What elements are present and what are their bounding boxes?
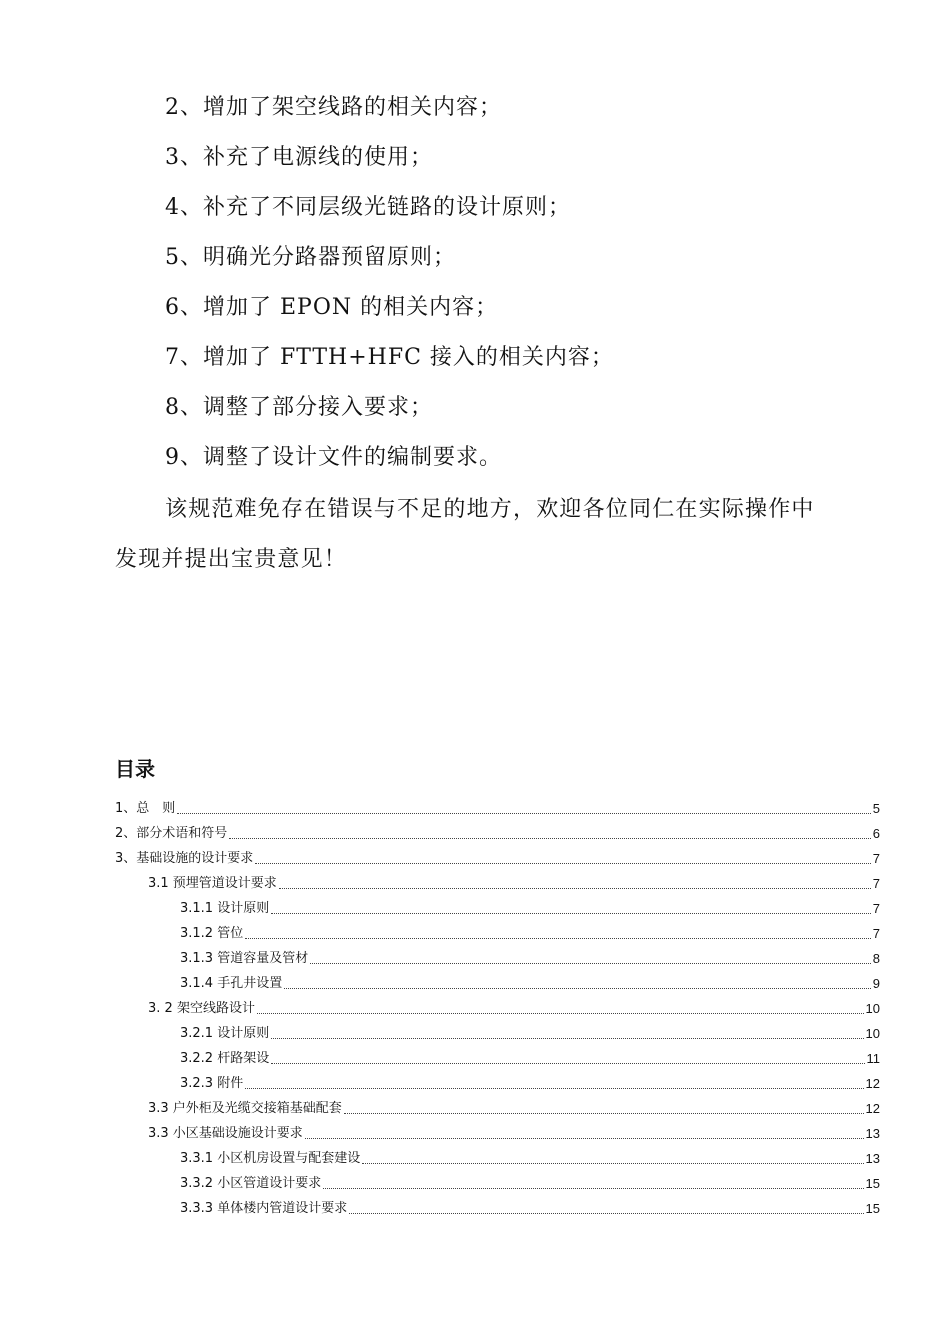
change-item-9: 9、调整了设计文件的编制要求。 xyxy=(165,445,502,470)
toc-entry-page: 6 xyxy=(872,826,880,841)
change-item-3: 3、补充了电源线的使用； xyxy=(165,145,433,170)
toc-entry[interactable] xyxy=(115,800,880,818)
toc-entry-label: 3.2.3 附件 xyxy=(180,1076,244,1091)
toc-entry-label: 3.3.2 小区管道设计要求 xyxy=(180,1176,322,1191)
toc-entry-label: 3、基础设施的设计要求 xyxy=(115,851,254,866)
change-item-7: 7、增加了 FTTH+HFC 接入的相关内容； xyxy=(165,345,614,370)
toc-leader-dots xyxy=(255,863,870,864)
toc-entry[interactable] xyxy=(180,900,880,918)
toc-entry-label: 3.2.1 设计原则 xyxy=(180,1026,270,1041)
toc-entry[interactable] xyxy=(148,1125,880,1143)
toc-leader-dots xyxy=(284,988,871,989)
toc-entry-page: 11 xyxy=(866,1051,880,1066)
toc-entry-page: 7 xyxy=(872,901,880,916)
toc-entry[interactable] xyxy=(180,1050,880,1068)
toc-entry-label: 3. 2 架空线路设计 xyxy=(148,1001,255,1016)
toc-entry-label: 3.2.2 杆路架设 xyxy=(180,1051,270,1066)
toc-entry-label: 3.1 预埋管道设计要求 xyxy=(148,876,277,891)
toc-entry-page: 12 xyxy=(865,1076,880,1091)
change-item-5: 5、明确光分路器预留原则； xyxy=(165,245,456,270)
toc-entry-label: 3.3.1 小区机房设置与配套建设 xyxy=(180,1151,361,1166)
toc-entry-page: 10 xyxy=(865,1001,880,1016)
toc-entry[interactable] xyxy=(115,850,880,868)
toc-entry[interactable] xyxy=(148,1000,880,1018)
toc-entry-page: 15 xyxy=(865,1176,880,1191)
toc-entry-label: 3.1.4 手孔井设置 xyxy=(180,976,283,991)
toc-leader-dots xyxy=(271,913,871,914)
toc-leader-dots xyxy=(271,1038,863,1039)
toc-entry[interactable] xyxy=(180,1200,880,1218)
toc-leader-dots xyxy=(310,963,871,964)
toc-entry-label: 3.1.3 管道容量及管材 xyxy=(180,951,309,966)
toc-entry[interactable] xyxy=(180,1175,880,1193)
toc-entry-page: 5 xyxy=(872,801,880,816)
toc-entry-page: 13 xyxy=(865,1126,880,1141)
toc-leader-dots xyxy=(245,1088,863,1089)
change-item-4: 4、补充了不同层级光链路的设计原则； xyxy=(165,195,571,220)
toc-entry-label: 2、部分术语和符号 xyxy=(115,826,228,841)
toc-entry[interactable] xyxy=(180,1025,880,1043)
toc-entry-page: 10 xyxy=(865,1026,880,1041)
toc-entry-page: 12 xyxy=(865,1101,880,1116)
change-item-8: 8、调整了部分接入要求； xyxy=(165,395,433,420)
toc-entry[interactable] xyxy=(180,1150,880,1168)
toc-entry[interactable] xyxy=(148,1100,880,1118)
toc-entry[interactable] xyxy=(180,1075,880,1093)
toc-leader-dots xyxy=(245,938,871,939)
toc-entry[interactable] xyxy=(115,825,880,843)
toc-entry-page: 13 xyxy=(865,1151,880,1166)
toc-leader-dots xyxy=(177,813,870,814)
toc-entry[interactable] xyxy=(148,875,880,893)
toc-entry-label: 3.3 小区基础设施设计要求 xyxy=(148,1126,303,1141)
toc-leader-dots xyxy=(305,1138,864,1139)
toc-entry-page: 9 xyxy=(872,976,880,991)
toc-title: 目录 xyxy=(115,757,155,781)
toc-entry-page: 7 xyxy=(872,876,880,891)
toc-leader-dots xyxy=(323,1188,863,1189)
toc-entry-page: 15 xyxy=(865,1201,880,1216)
toc-entry[interactable] xyxy=(180,975,880,993)
toc-leader-dots xyxy=(349,1213,863,1214)
toc-leader-dots xyxy=(229,838,870,839)
toc-entry-label: 3.3 户外柜及光缆交接箱基础配套 xyxy=(148,1101,342,1116)
toc-entry-page: 8 xyxy=(872,951,880,966)
toc-entry-label: 1、总 则 xyxy=(115,801,176,816)
toc-leader-dots xyxy=(362,1163,863,1164)
toc-entry-label: 3.1.1 设计原则 xyxy=(180,901,270,916)
toc-entry-page: 7 xyxy=(872,926,880,941)
change-item-6: 6、增加了 EPON 的相关内容； xyxy=(165,295,499,320)
closing-line-2: 发现并提出宝贵意见！ xyxy=(115,547,348,572)
toc-entry-page: 7 xyxy=(872,851,880,866)
toc-entry-label: 3.3.3 单体楼内管道设计要求 xyxy=(180,1201,348,1216)
change-item-2: 2、增加了架空线路的相关内容； xyxy=(165,95,502,120)
toc-entry[interactable] xyxy=(180,950,880,968)
toc-entry[interactable] xyxy=(180,925,880,943)
toc-leader-dots xyxy=(279,888,871,889)
closing-line-1: 该规范难免存在错误与不足的地方，欢迎各位同仁在实际操作中 xyxy=(165,497,815,522)
toc-entry-label: 3.1.2 管位 xyxy=(180,926,244,941)
toc-leader-dots xyxy=(344,1113,864,1114)
toc-leader-dots xyxy=(257,1013,864,1014)
toc-leader-dots xyxy=(271,1063,864,1064)
